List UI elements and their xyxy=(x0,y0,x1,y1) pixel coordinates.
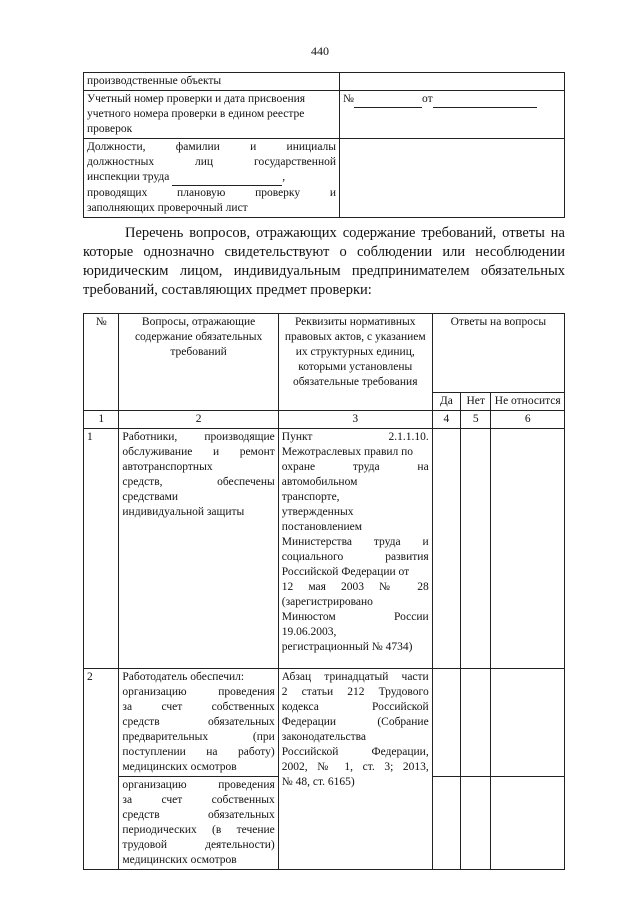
table-row xyxy=(84,429,565,669)
answer-yes-cell[interactable] xyxy=(432,669,460,777)
label-line: проверок xyxy=(87,123,133,135)
table-row xyxy=(84,669,565,777)
header-no: № xyxy=(84,314,119,411)
question-line: индивидуальной защиты xyxy=(122,506,245,518)
requisite-line: Межотраслевых правил по xyxy=(281,446,414,458)
requisite-line: 19.06.2003, xyxy=(281,626,337,638)
question-line: организацию проведения xyxy=(122,779,275,791)
answer-not-applicable-cell[interactable] xyxy=(491,669,565,777)
requisite-line: Российской Федерации, xyxy=(281,746,429,758)
label-line: проводящих плановую проверку и xyxy=(87,187,336,199)
inspectors-label xyxy=(84,139,340,218)
row-number: 1 xyxy=(84,429,119,669)
date-from-label: от xyxy=(421,93,433,105)
requisite-line: законодательства xyxy=(281,731,367,743)
question-line: автотранспортных xyxy=(122,461,213,473)
question-line: Работники, производящие xyxy=(122,431,275,443)
question-line: средств обязательных xyxy=(122,716,275,728)
number-sign: № xyxy=(343,93,354,105)
date-blank[interactable] xyxy=(433,92,537,108)
inspectors-value xyxy=(340,139,565,218)
questions-table xyxy=(83,313,565,870)
row-number: 2 xyxy=(84,669,119,870)
requisite-line: 2 статьи 212 Трудового xyxy=(281,686,429,698)
column-number: 2 xyxy=(119,411,278,429)
label-line: инспекции труда , xyxy=(87,170,336,186)
column-number: 4 xyxy=(432,411,460,429)
label-line: Учетный номер проверки и дата присвоения xyxy=(87,93,306,105)
requisite-line: постановлением xyxy=(281,521,363,533)
registration-number-label xyxy=(84,91,340,139)
question-line: обслуживание и ремонт xyxy=(122,446,275,458)
inspection-info-table xyxy=(83,72,565,218)
question-line: средств обязательных xyxy=(122,809,275,821)
question-line: трудовой деятельности) xyxy=(122,839,275,851)
column-number: 1 xyxy=(84,411,119,429)
requisite-line: Российской Федерации от xyxy=(281,566,410,578)
question-line: медицинских осмотров xyxy=(122,761,237,773)
label-line: заполняющих проверочный лист xyxy=(87,202,248,214)
header-requisites: Реквизиты нормативных правовых актов, с указанием их структурных единиц, которыми установлены обязательные требования xyxy=(278,314,432,411)
question-line: медицинских осмотров xyxy=(122,854,237,866)
header-questions: Вопросы, отражающие содержание обязательных требований xyxy=(119,314,278,411)
question-line: Работодатель обеспечил: xyxy=(122,671,245,683)
requisite-line: Пункт 2.1.1.10. xyxy=(281,431,429,443)
header-yes: Да xyxy=(432,393,460,411)
requisite-line: 12 мая 2003 № 28 xyxy=(281,581,429,593)
requisite-line: Министерства труда и xyxy=(281,536,429,548)
answer-not-applicable-cell[interactable] xyxy=(491,777,565,870)
registration-number-value xyxy=(340,91,565,139)
requisite-line: кодекса Российской xyxy=(281,701,429,713)
answer-no-cell[interactable] xyxy=(460,777,491,870)
question-cell xyxy=(119,669,278,777)
header-no-answer: Нет xyxy=(460,393,491,411)
label-line: должностных лиц государственной xyxy=(87,156,336,168)
answer-no-cell[interactable] xyxy=(460,429,491,669)
requisite-line: Минюстом России xyxy=(281,611,429,623)
answer-yes-cell[interactable] xyxy=(432,429,460,669)
label-line: Должности, фамилии и инициалы xyxy=(87,141,336,153)
intro-paragraph: Перечень вопросов, отражающих содержание требований, ответы на которые однозначно свидетельствуют о соблюдении или несоблюдении юридическим лицом, индивидуальным предпринимателем обязательных требований, составляющих предмет проверки: xyxy=(83,225,565,298)
requisite-line: Абзац тринадцатый части xyxy=(281,671,429,683)
question-line: за счет собственных xyxy=(122,794,275,806)
requisite-line: (зарегистрировано xyxy=(281,596,373,608)
answer-no-cell[interactable] xyxy=(460,669,491,777)
question-line: средств, обеспечены xyxy=(122,476,275,488)
header-not-applicable: Не относится xyxy=(491,393,565,411)
requisite-line: охране труда на xyxy=(281,461,429,473)
requisite-line: утвержденных xyxy=(281,506,354,518)
page-number: 440 xyxy=(311,44,329,58)
requisite-line: 2002, № 1, ст. 3; 2013, xyxy=(281,761,429,773)
column-number: 6 xyxy=(491,411,565,429)
question-cell xyxy=(119,429,278,669)
question-line: организацию проведения xyxy=(122,686,275,698)
production-objects-value xyxy=(340,73,565,91)
requisites-cell xyxy=(278,429,432,669)
number-blank[interactable] xyxy=(354,92,422,108)
inspection-blank[interactable] xyxy=(172,170,282,186)
question-line: предварительных (при xyxy=(122,731,275,743)
question-line: периодических (в течение xyxy=(122,824,275,836)
requisite-line: Федерации (Собрание xyxy=(281,716,429,728)
requisite-line: транспорте, xyxy=(281,491,340,503)
question-line: за счет собственных xyxy=(122,701,275,713)
requisite-line: регистрационный № 4734) xyxy=(281,641,413,653)
answer-not-applicable-cell[interactable] xyxy=(491,429,565,669)
requisites-cell xyxy=(278,669,432,870)
label-line: учетного номера проверки в едином реестре xyxy=(87,108,305,120)
question-cell xyxy=(119,777,278,870)
production-objects-label: производственные объекты xyxy=(84,73,340,91)
requisite-line: № 48, ст. 6165) xyxy=(281,776,355,788)
column-number: 3 xyxy=(278,411,432,429)
requisite-line: социального развития xyxy=(281,551,429,563)
header-answers: Ответы на вопросы xyxy=(432,314,564,393)
requisite-line: автомобильном xyxy=(281,476,358,488)
question-line: поступлении на работу) xyxy=(122,746,275,758)
answer-yes-cell[interactable] xyxy=(432,777,460,870)
question-line: средствами xyxy=(122,491,179,503)
column-number: 5 xyxy=(460,411,491,429)
